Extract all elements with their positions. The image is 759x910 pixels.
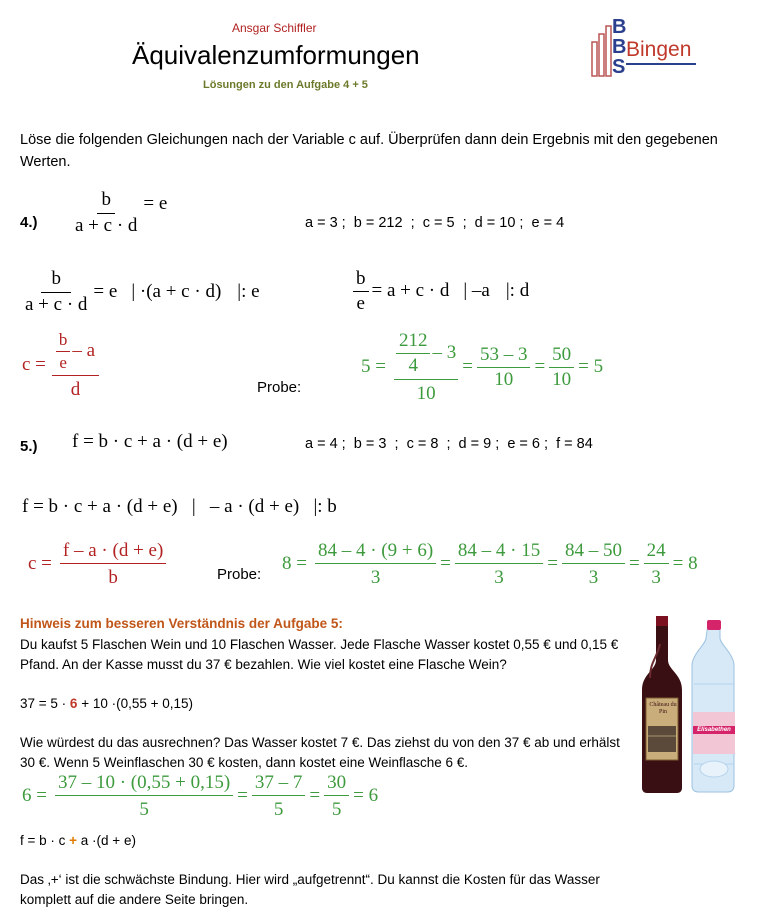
bottles-image [636, 614, 746, 794]
calc-f1-num: 37 – 10 · (0,55 + 0,15) [55, 773, 233, 796]
task4-solution [22, 331, 99, 400]
calc-eq1: = [237, 785, 248, 807]
hint-heading: Hinweis zum besseren Verständnis der Aufgabe 5: [20, 616, 343, 631]
probe4-result: = 5 [578, 356, 604, 378]
calc-lhs: 6 = [22, 785, 47, 807]
calc-eq2: = [309, 785, 321, 807]
probe5-f1-den: 3 [370, 566, 381, 588]
task4-label: 4.) [20, 214, 38, 231]
probe4-f3-num: 50 [549, 345, 574, 368]
task4-values: a = 3 ; b = 212 ; c = 5 ; d = 10 ; e = 4 [305, 215, 565, 231]
sol4-lhs: c = [22, 354, 46, 376]
hint-text2: Wie würdest du das ausrechnen? Das Wasser kostet 7 €. Das ziehst du von den 37 € ab und erhälst 30 €. Wenn 5 Weinflaschen 30 € kosten, dann kostet eine Weinflasche 6 €. [20, 735, 620, 770]
step2-op1: | –a [463, 280, 490, 302]
formula-c: a ·(d + e) [77, 833, 136, 848]
task5-solution [28, 541, 166, 588]
water-label: Elisabethen [697, 727, 731, 733]
subtitle: Lösungen zu den Aufgabe 4 + 5 [203, 79, 368, 91]
sol4-minus-a: – a [72, 340, 96, 362]
formula-a: f = b · c [20, 833, 70, 848]
author: Ansgar Schiffler [232, 21, 317, 35]
step1-den: a + c · d [25, 293, 88, 315]
probe5-f4-den: 3 [651, 566, 661, 588]
logo-underline [626, 63, 696, 65]
step2-num: b [353, 269, 369, 292]
task5-probe-label: Probe: [217, 566, 262, 583]
step1-op1: | ·(a + c · d) [131, 280, 222, 302]
probe4-f2-den: 10 [494, 368, 514, 390]
bbs-logo [590, 16, 700, 80]
sol4-inner-num: b [56, 331, 71, 352]
calc-f2-den: 5 [273, 798, 284, 820]
step2-op2: |: d [505, 280, 530, 302]
task5-values: a = 4 ; b = 3 ; c = 8 ; d = 9 ; e = 6 ; f = 84 [305, 436, 593, 452]
task4-eq-den: a + c · d [75, 214, 138, 236]
calc-f1-den: 5 [139, 798, 149, 820]
hint-eq-c: + 10 ·(0,55 + 0,15) [77, 696, 194, 711]
step1-num: b [41, 269, 71, 293]
logo-word: Bingen [626, 38, 692, 61]
hint-equation [20, 696, 193, 711]
hint-formula [20, 833, 136, 848]
step2-den: e [356, 292, 365, 314]
task4-eq-rhs: = e [143, 192, 168, 214]
calc-result: = 6 [353, 785, 379, 807]
sol5-num: f – a · (d + e) [60, 541, 166, 564]
probe5-eq2: = [547, 553, 558, 575]
probe5-f2-den: 3 [494, 566, 504, 588]
hint-text1: Du kaufst 5 Flaschen Wein und 10 Flaschen Wasser. Jede Flasche Wasser kostet 0,55 € und 0,15 € Pfand. An der Kasse musst du 37 € bezahlen. Wie viel kostet eine Flasche Wein? [20, 637, 619, 672]
probe5-f2-num: 84 – 4 · 15 [455, 541, 543, 564]
probe4-inner-num: 212 [396, 331, 431, 354]
probe4-f1-den: 10 [416, 382, 436, 404]
probe5-eq3: = [628, 553, 640, 575]
task5-equation: f = b · c + a · (d + e) [72, 431, 228, 452]
probe5-eq1: = [440, 553, 451, 575]
calc-f2-num: 37 – 7 [252, 773, 306, 796]
step1-rhs: = e [93, 280, 118, 302]
step2-rhs: = a + c · d [371, 280, 450, 302]
task5-step: f = b · c + a · (d + e) | – a · (d + e) |: b [22, 496, 337, 517]
probe5-f3-den: 3 [588, 566, 599, 588]
task4-step2 [353, 269, 529, 314]
probe4-eq2: = [534, 356, 546, 378]
probe5-f3-num: 84 – 50 [562, 541, 625, 564]
wine-label: Château du Pin [649, 702, 677, 715]
probe5-f4-num: 24 [644, 541, 669, 564]
hint-eq-a: 37 = 5 · [20, 696, 70, 711]
task4-step1 [22, 269, 260, 315]
logo-letter-b1: B [612, 16, 627, 38]
hint-calc [22, 773, 378, 820]
task4-probe-label: Probe: [257, 379, 302, 396]
task5-probe [282, 541, 698, 588]
hint-eq-b: 6 [69, 696, 78, 711]
intro-text: Löse die folgenden Gleichungen nach der Variable c auf. Überprüfen dann dein Ergebnis mit den gegebenen Werten. [20, 132, 718, 170]
probe5-f1-num: 84 – 4 · (9 + 6) [315, 541, 436, 564]
probe4-lhs: 5 = [361, 356, 386, 378]
logo-letter-s: S [612, 56, 626, 78]
probe4-minus: – 3 [432, 342, 457, 364]
task4-probe [361, 331, 603, 404]
task4-eq-num: b [97, 190, 115, 214]
sol5-lhs: c = [28, 553, 52, 575]
calc-f3-num: 30 [324, 773, 349, 796]
hint-text3: Das ‚+‘ ist die schwächste Bindung. Hier wird „aufgetrennt“. Du kannst die Kosten für das Wasser komplett auf die andere Seite bringen. [20, 872, 600, 907]
probe5-lhs: 8 = [282, 553, 307, 575]
logo-letter-b2: B [612, 36, 627, 58]
step1-op2: |: e [237, 280, 260, 302]
task4-equation [72, 190, 167, 236]
formula-b: + [69, 833, 78, 848]
calc-f3-den: 5 [331, 798, 342, 820]
sol4-den: d [70, 378, 81, 400]
task5-label: 5.) [20, 438, 38, 455]
probe4-eq1: = [462, 356, 473, 378]
page-title: Äquivalenzumformungen [132, 40, 420, 70]
probe4-f3-den: 10 [552, 368, 572, 390]
sol5-den: b [108, 566, 118, 588]
sol4-inner-den: e [59, 352, 67, 372]
probe4-inner-den: 4 [408, 354, 418, 376]
probe5-result: = 8 [672, 553, 698, 575]
probe4-f2-num: 53 – 3 [477, 345, 531, 368]
